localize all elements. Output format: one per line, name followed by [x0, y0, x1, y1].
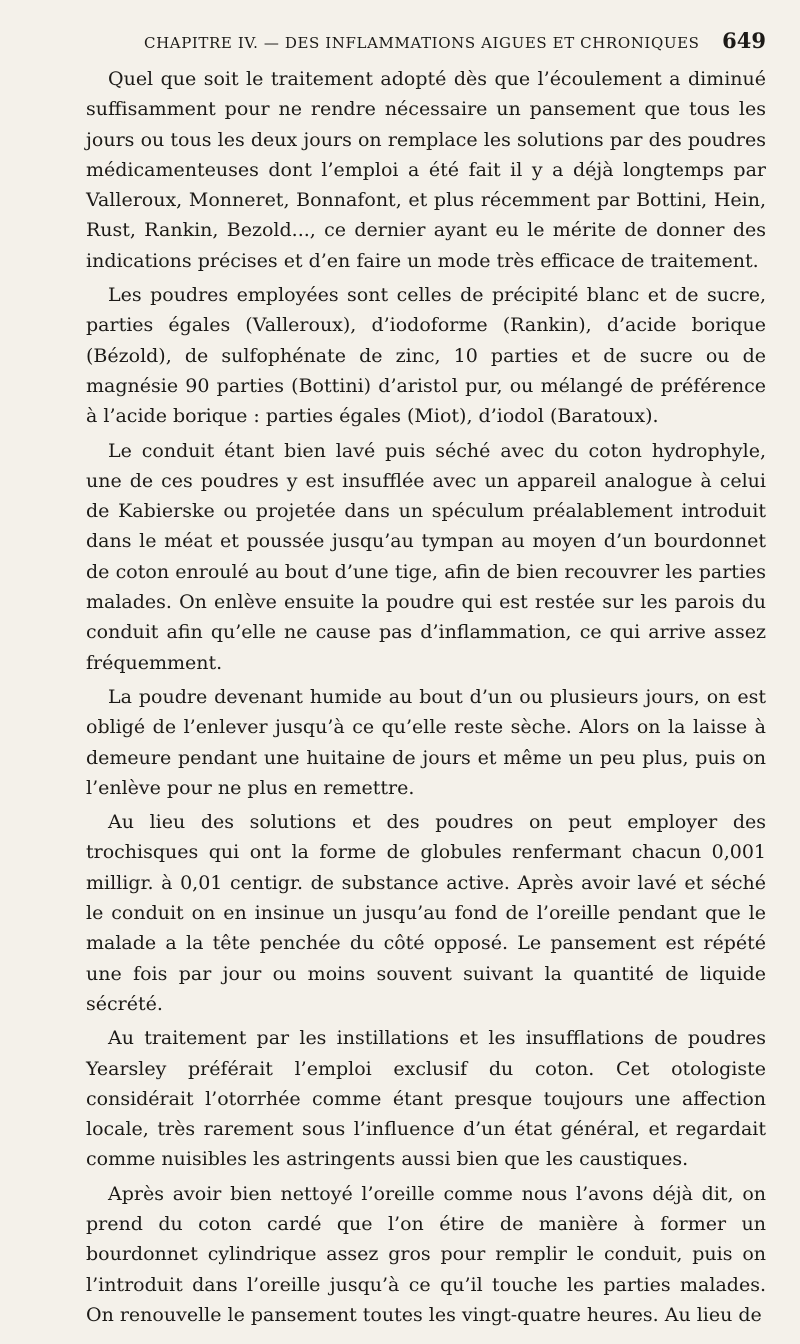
paragraph-6: Au traitement par les instillations et les insufflations de poudres Yearsley préférait l’emploi exclusif du coton. Cet otologiste considérait l’otorrhée comme étant presque toujours une affection locale, très rarement sous l’influence d’un état général, et regardait comme nuisibles les astringents aussi bien que les caustiques. [86, 1027, 766, 1171]
paragraph-5: Au lieu des solutions et des poudres on peut employer des trochisques qui ont la forme de globules renfermant chacun 0,001 milligr. à 0,01 centigr. de substance active. Après avoir lavé et séché le conduit on en insinue un jusqu’au fond de l’oreille pendant que le malade a la tête penchée du côté opposé. Le pansement est répété une fois par jour ou moins souvent suivant la quantité de liquide sécrété. [86, 811, 766, 1015]
paragraph-7: Après avoir bien nettoyé l’oreille comme nous l’avons déjà dit, on prend du coton cardé que l’on étire de manière à former un bourdonnet cylindrique assez gros pour remplir le conduit, puis on l’introduit dans l’oreille jusqu’à ce qu’il touche les parties malades. On renouvelle le pansement toutes les vingt-quatre heures. Au lieu de [86, 1182, 766, 1326]
running-title: CHAPITRE IV. — DES INFLAMMATIONS AIGUES ET CHRONIQUES [144, 34, 700, 52]
paragraph-4: La poudre devenant humide au bout d’un ou plusieurs jours, on est obligé de l’enlever jusqu’à ce qu’elle reste sèche. Alors on la laisse à demeure pendant une huitaine de jours et même un peu plus, puis on l’enlève pour ne plus en remettre. [86, 685, 766, 799]
running-header [86, 28, 766, 60]
paragraph-2: Les poudres employées sont celles de précipité blanc et de sucre, parties égales (Valleroux), d’iodoforme (Rankin), d’acide borique (Bézold), de sulfophénate de zinc, 10 parties et de sucre ou de magnésie 90 parties (Bottini) d’aristol pur, ou mélangé de préférence à l’acide borique : parties égales (Miot), d’iodol (Baratoux). [86, 284, 766, 428]
body-text [86, 64, 766, 1330]
page-number: 649 [722, 28, 766, 53]
paragraph-1: Quel que soit le traitement adopté dès que l’écoulement a diminué suffisamment pour ne rendre nécessaire un pansement que tous les jours ou tous les deux jours on remplace les solutions par des poudres médicamenteuses dont l’emploi a été fait il y a déjà longtemps par Valleroux, Monneret, Bonnafont, et plus récemment par Bottini, Hein, Rust, Rankin, Bezold..., ce dernier ayant eu le mérite de donner des indications précises et d’en faire un mode très efficace de traitement. [86, 68, 766, 272]
paragraph-3: Le conduit étant bien lavé puis séché avec du coton hydrophyle, une de ces poudres y est insufflée avec un appareil analogue à celui de Kabierske ou projetée dans un spéculum préalablement introduit dans le méat et poussée jusqu’au tympan au moyen d’un bourdonnet de coton enroulé au bout d’une tige, afin de bien recouvrer les parties malades. On enlève ensuite la poudre qui est restée sur les parois du conduit afin qu’elle ne cause pas d’inflammation, ce qui arrive assez fréquemment. [86, 439, 766, 674]
